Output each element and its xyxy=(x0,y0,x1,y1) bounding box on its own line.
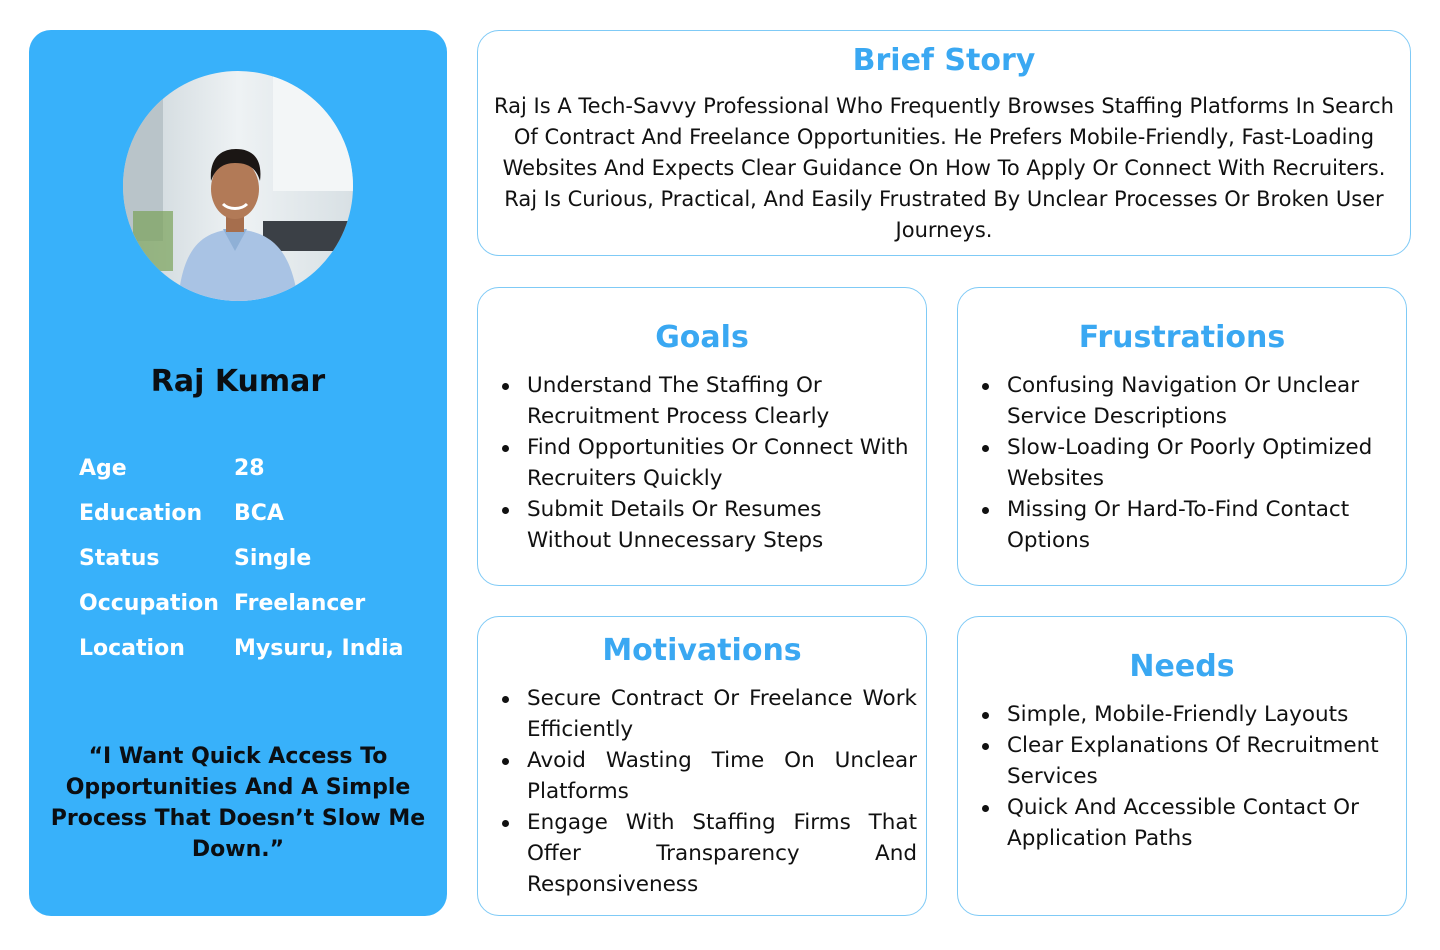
frustrations-title: Frustrations xyxy=(1078,320,1286,355)
frustrations-list xyxy=(979,370,1389,556)
detail-label: Status xyxy=(79,546,160,571)
goals-list xyxy=(499,370,909,556)
detail-row-education xyxy=(79,501,419,531)
list-item: Understand The Staffing Or Recruitment Process Clearly xyxy=(499,370,909,432)
frustrations-card xyxy=(957,287,1407,586)
detail-row-location xyxy=(79,636,419,666)
persona-quote: “I Want Quick Access To Opportunities And A Simple Process That Doesn’t Slow Me Down.” xyxy=(50,744,426,862)
detail-row-status xyxy=(79,546,419,576)
detail-value: BCA xyxy=(234,501,284,526)
list-item: Clear Explanations Of Recruitment Services xyxy=(979,730,1389,792)
needs-card xyxy=(957,616,1407,916)
persona-profile-card xyxy=(29,30,447,916)
motivations-title: Motivations xyxy=(602,633,802,668)
list-item: Secure Contract Or Freelance Work Efficiently xyxy=(499,683,917,745)
needs-list xyxy=(979,699,1389,854)
motivations-card xyxy=(477,616,927,916)
detail-value: Mysuru, India xyxy=(234,636,404,661)
list-item: Avoid Wasting Time On Unclear Platforms xyxy=(499,745,917,807)
brief-story-text: Raj Is A Tech-Savvy Professional Who Frequently Browses Staffing Platforms In Search Of Contract And Freelance Opportunities. He Prefers Mobile-Friendly, Fast-Loading Websites And Expects Clear Guidance On How To Apply Or Connect With Recruiters. Raj Is Curious, Practical, And Easily Frustrated By Unclear Processes Or Broken User Journeys. xyxy=(494,94,1394,242)
detail-label: Education xyxy=(79,501,203,526)
brief-story-title: Brief Story xyxy=(852,43,1036,78)
goals-title: Goals xyxy=(655,320,749,355)
list-item: Submit Details Or Resumes Without Unnecessary Steps xyxy=(499,494,909,556)
list-item: Simple, Mobile-Friendly Layouts xyxy=(979,699,1389,730)
list-item: Quick And Accessible Contact Or Application Paths xyxy=(979,792,1389,854)
person-portrait-icon xyxy=(123,71,353,301)
avatar xyxy=(123,71,353,301)
detail-row-occupation xyxy=(79,591,419,621)
motivations-list xyxy=(499,683,917,900)
brief-story-card xyxy=(477,30,1411,256)
detail-label: Location xyxy=(79,636,185,661)
detail-value: 28 xyxy=(234,456,265,481)
list-item: Slow-Loading Or Poorly Optimized Websites xyxy=(979,432,1389,494)
list-item: Engage With Staffing Firms That Offer Transparency And Responsiveness xyxy=(499,807,917,900)
list-item: Find Opportunities Or Connect With Recruiters Quickly xyxy=(499,432,909,494)
list-item: Missing Or Hard-To-Find Contact Options xyxy=(979,494,1389,556)
detail-label: Age xyxy=(79,456,127,481)
detail-value: Single xyxy=(234,546,312,571)
goals-card xyxy=(477,287,927,586)
list-item: Confusing Navigation Or Unclear Service Descriptions xyxy=(979,370,1389,432)
detail-value: Freelancer xyxy=(234,591,366,616)
detail-label: Occupation xyxy=(79,591,219,616)
needs-title: Needs xyxy=(1129,649,1235,684)
persona-name: Raj Kumar xyxy=(150,364,326,399)
detail-row-age xyxy=(79,456,419,486)
